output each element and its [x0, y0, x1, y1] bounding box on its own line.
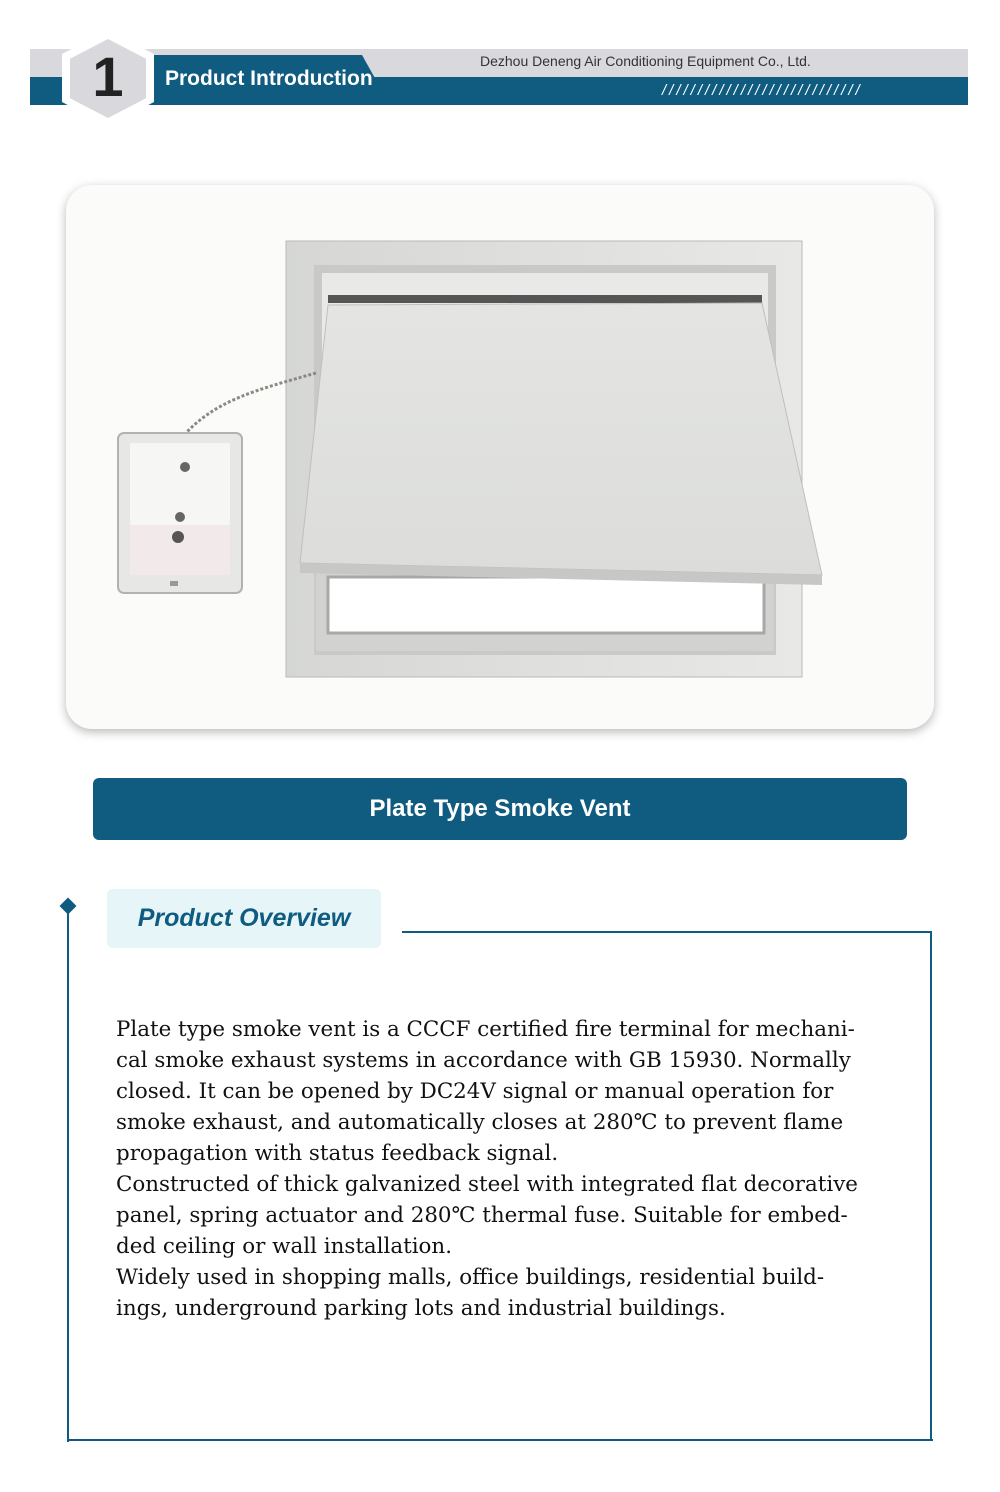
overview-line: smoke exhaust, and automatically closes at 280℃ to prevent flame [116, 1110, 844, 1135]
overview-border-right [930, 931, 932, 1441]
product-photo [66, 185, 934, 729]
overview-body [116, 1014, 896, 1324]
product-image-card [66, 185, 934, 729]
overview-border-left [67, 912, 69, 1442]
overview-title: Product Overview [137, 904, 351, 932]
product-name-bar [93, 778, 907, 840]
overview-line: Widely used in shopping malls, office buildings, residential build- [116, 1265, 825, 1290]
overview-line: Constructed of thick galvanized steel with integrated flat decorative [116, 1172, 858, 1197]
overview-border-top [402, 931, 932, 933]
overview-line: propagation with status feedback signal. [116, 1141, 559, 1166]
overview-line: Plate type smoke vent is a CCCF certified fire terminal for mechani- [116, 1017, 855, 1042]
product-name: Plate Type Smoke Vent [369, 795, 631, 822]
overview-line: ings, underground parking lots and industrial buildings. [116, 1296, 726, 1321]
company-name: Dezhou Deneng Air Conditioning Equipment Co., Ltd. [480, 53, 811, 69]
overview-border-bottom [67, 1439, 933, 1441]
overview-line: ded ceiling or wall installation. [116, 1234, 452, 1259]
header-slash-decoration: //////////////////////////// [662, 82, 863, 99]
overview-line: closed. It can be opened by DC24V signal or manual operation for [116, 1079, 834, 1104]
vent-plate [300, 303, 822, 575]
section-title: Product Introduction [165, 67, 373, 90]
section-number: 1 [92, 45, 124, 108]
overview-heading-tab [107, 889, 381, 948]
overview-line: cal smoke exhaust systems in accordance with GB 15930. Normally [116, 1048, 851, 1073]
overview-line: panel, spring actuator and 280℃ thermal fuse. Suitable for embed- [116, 1203, 848, 1228]
page-header [0, 0, 1000, 140]
